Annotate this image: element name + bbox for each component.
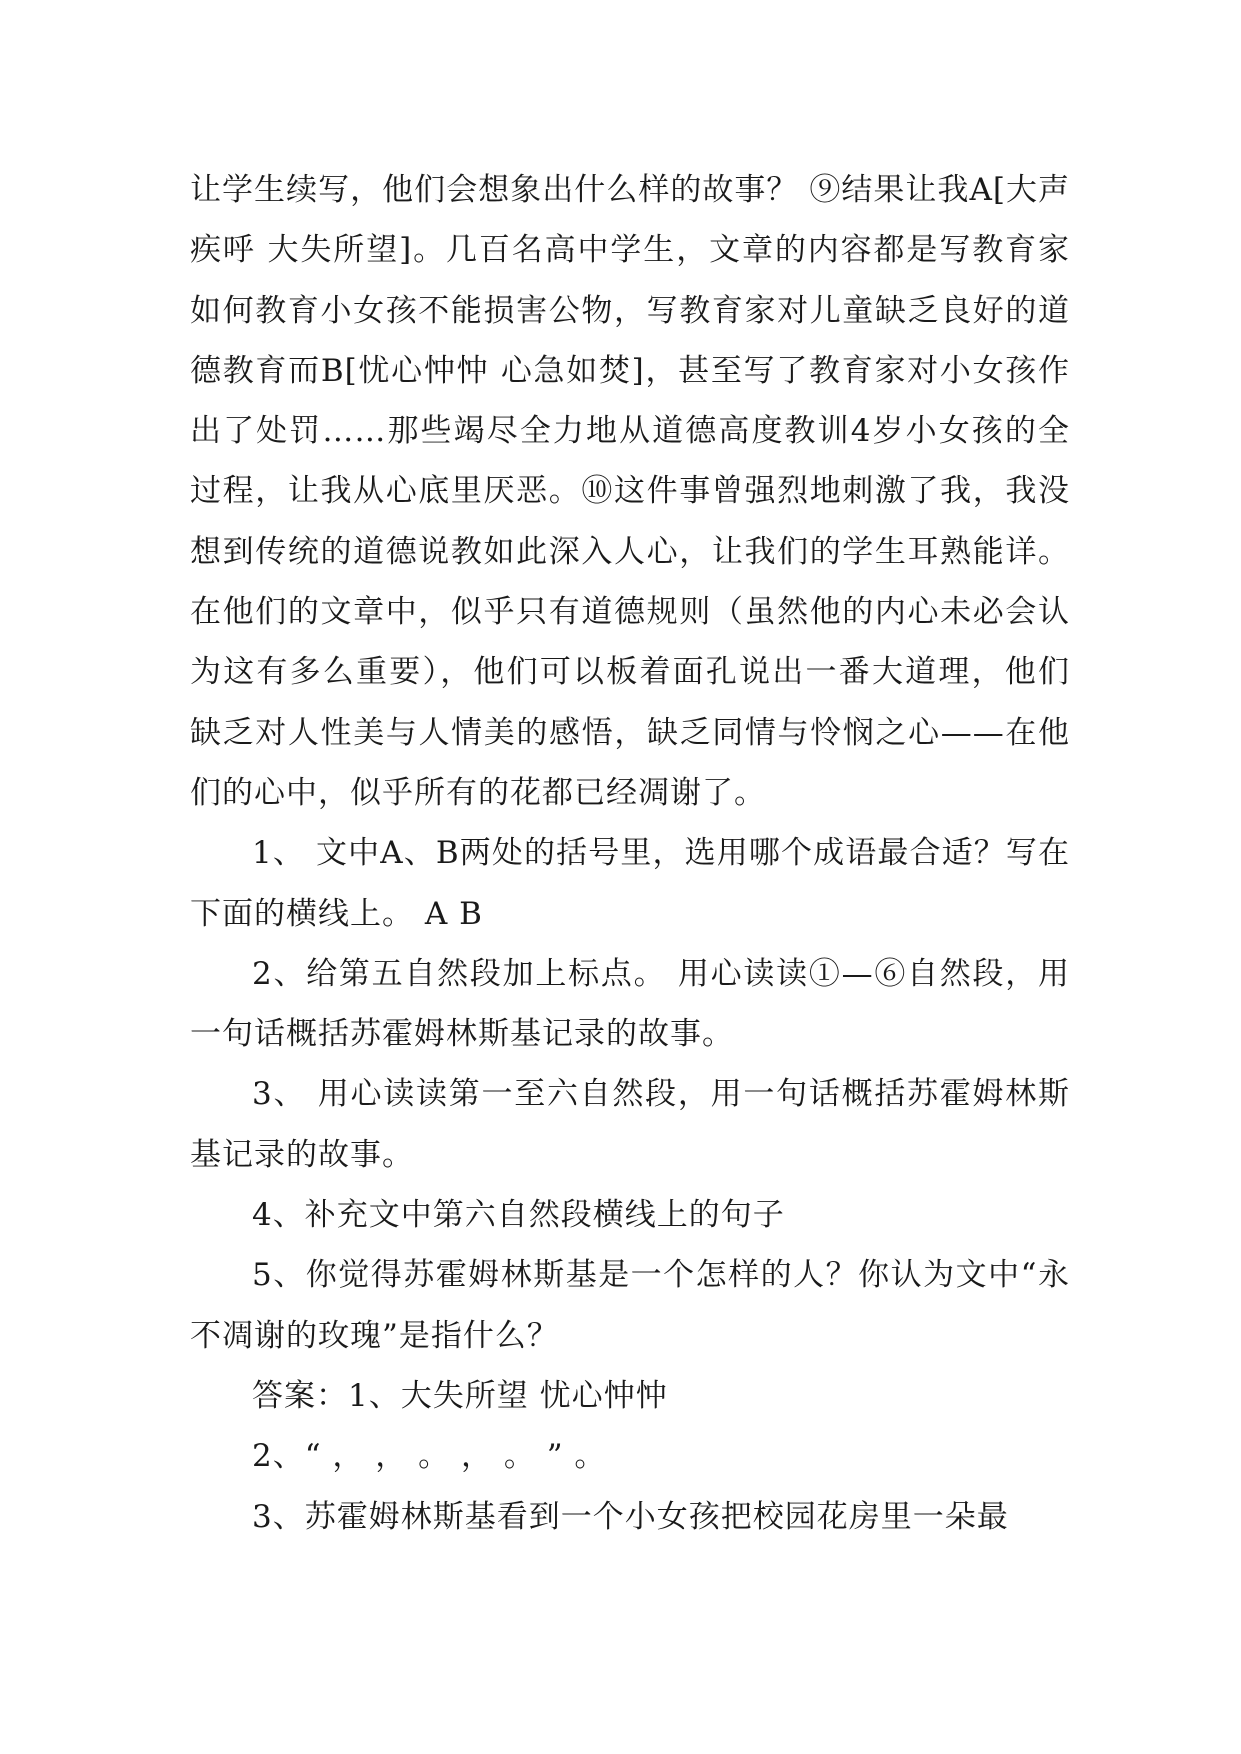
answer-2: 2、“ ， ， 。 ， 。 ” 。	[252, 1438, 607, 1475]
question-1: 1、 文中A、B两处的括号里，选用哪个成语最合适？写在下面的横线上。 A B	[190, 835, 1070, 932]
question-4: 4、补充文中第六自然段横线上的句子	[252, 1197, 785, 1234]
question-3: 3、 用心读读第一至六自然段，用一句话概括苏霍姆林斯基记录的故事。	[190, 1076, 1070, 1173]
document-body	[190, 160, 1070, 1547]
answer-1: 答案：1、大失所望 忧心忡忡	[252, 1377, 668, 1414]
question-2: 2、给第五自然段加上标点。 用心读读①—⑥自然段，用一句话概括苏霍姆林斯基记录的故事。	[190, 955, 1070, 1053]
answer-3: 3、苏霍姆林斯基看到一个小女孩把校园花房里一朵最	[252, 1498, 1009, 1535]
passage-paragraph: 让学生续写，他们会想象出什么样的故事？ ⑨结果让我A[大声疾呼 大失所望]。几百名高中学生，文章的内容都是写教育家如何教育小女孩不能损害公物，写教育家对儿童缺乏良好的道德教育而B[忧心忡忡 心急如焚]，甚至写了教育家对小女孩作出了处罚……那些竭尽全力地从道德高度教训4岁小女孩的全过程，让我从心底里厌恶。⑩这件事曾强烈地刺激了我，我没想到传统的道德说教如此深入人心，让我们的学生耳熟能详。在他们的文章中，似乎只有道德规则（虽然他的内心未必会认为这有多么重要），他们可以板着面孔说出一番大道理，他们缺乏对人性美与人情美的感悟，缺乏同情与怜悯之心——在他们的心中，似乎所有的花都已经凋谢了。	[190, 172, 1070, 811]
question-5: 5、你觉得苏霍姆林斯基是一个怎样的人？你认为文中“永不凋谢的玫瑰”是指什么？	[190, 1257, 1070, 1354]
